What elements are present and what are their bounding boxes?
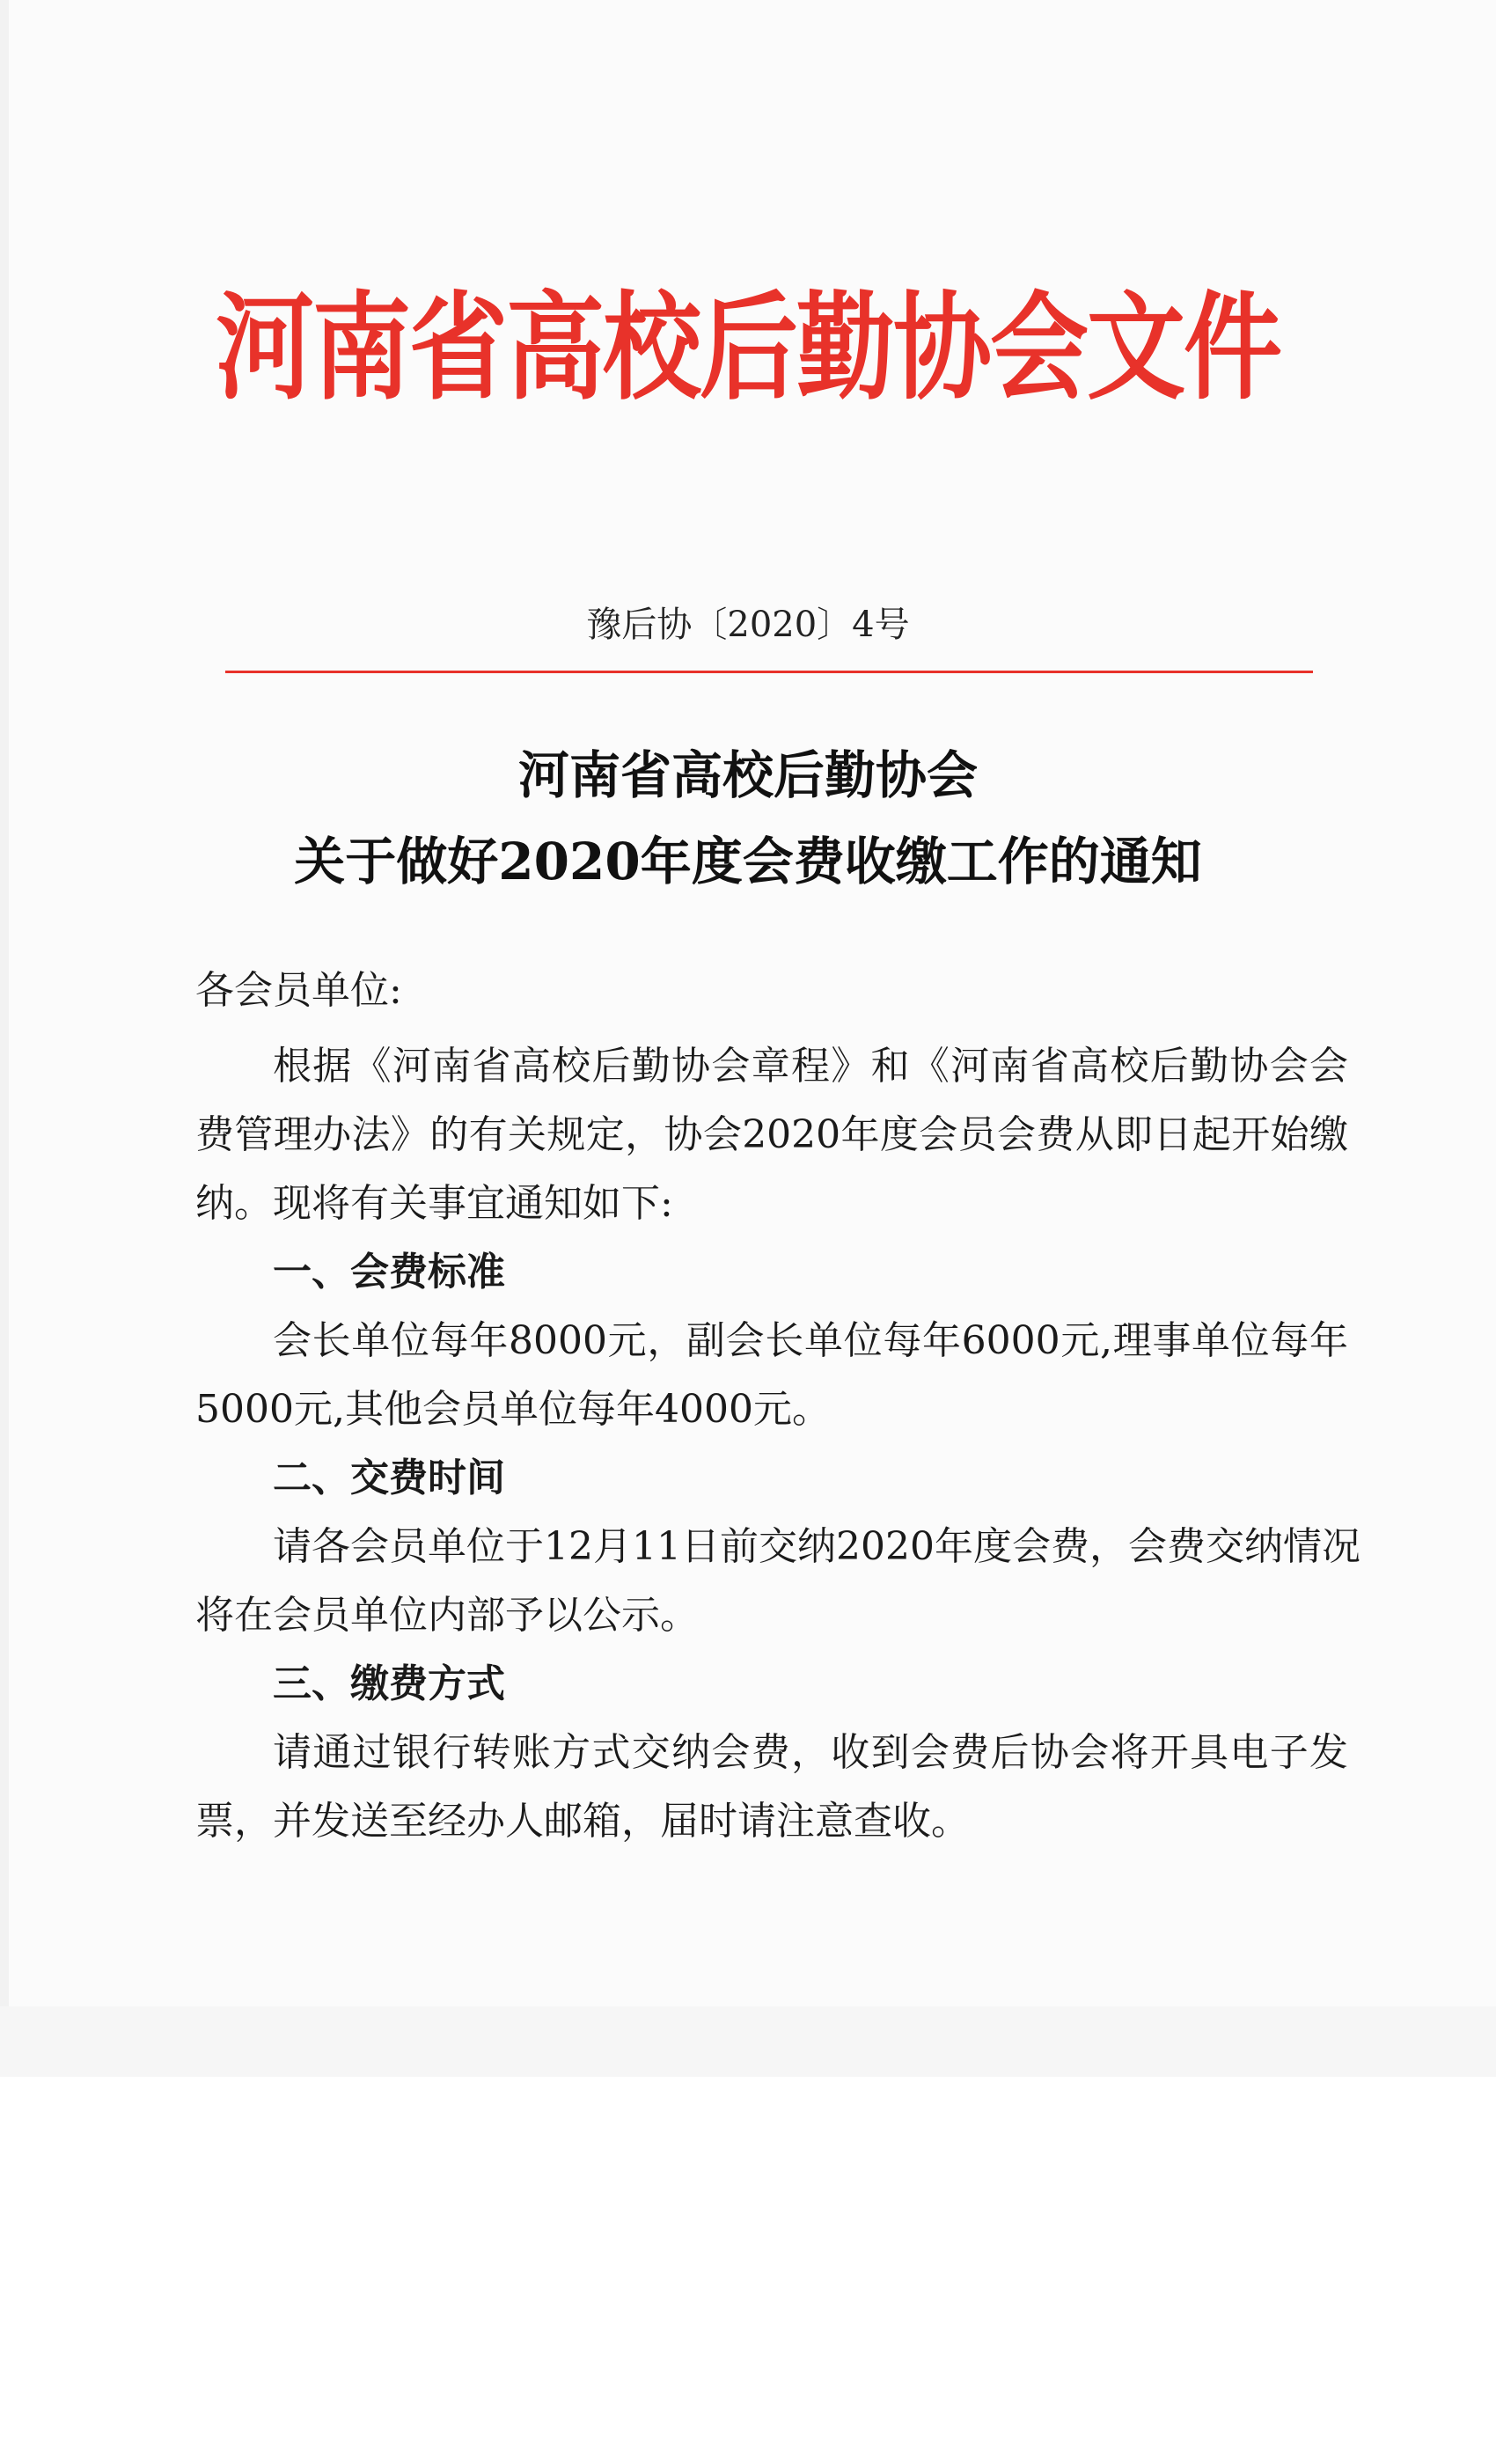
scan-bottom-edge (0, 2006, 1496, 2077)
document-masthead: 河南省高校后勤协会文件 (216, 280, 1280, 416)
section-heading-fee-standard: 一、会费标准 (273, 1250, 505, 1294)
payment-method-line-2: 票，并发送至经办人邮箱，届时请注意查收。 (195, 1799, 970, 1844)
document-number: 豫后协〔2020〕4号 (586, 605, 910, 645)
fee-standard-line-2: 5000元,其他会员单位每年4000元。 (195, 1387, 831, 1432)
red-separator-line (225, 671, 1313, 673)
section-heading-payment-time: 二、交费时间 (273, 1456, 505, 1500)
notice-title-line-2: 关于做好2020年度会费收缴工作的通知 (294, 832, 1202, 891)
fee-standard-line-1: 会长单位每年8000元，副会长单位每年6000元,理事单位每年 (273, 1318, 1348, 1363)
notice-title-line-1: 河南省高校后勤协会 (517, 745, 978, 805)
section-heading-payment-method: 三、缴费方式 (273, 1661, 505, 1706)
intro-line-3: 纳。现将有关事宜通知如下: (195, 1181, 673, 1226)
intro-line-2: 费管理办法》的有关规定，协会2020年度会员会费从即日起开始缴 (195, 1112, 1348, 1157)
intro-line-1: 根据《河南省高校后勤协会章程》和《河南省高校后勤协会会 (273, 1044, 1348, 1089)
salutation: 各会员单位: (195, 968, 402, 1013)
payment-method-line-1: 请通过银行转账方式交纳会费，收到会费后协会将开具电子发 (273, 1730, 1348, 1775)
payment-time-line-1: 请各会员单位于12月11日前交纳2020年度会费，会费交纳情况 (273, 1524, 1360, 1569)
payment-time-line-2: 将在会员单位内部予以公示。 (195, 1593, 699, 1638)
